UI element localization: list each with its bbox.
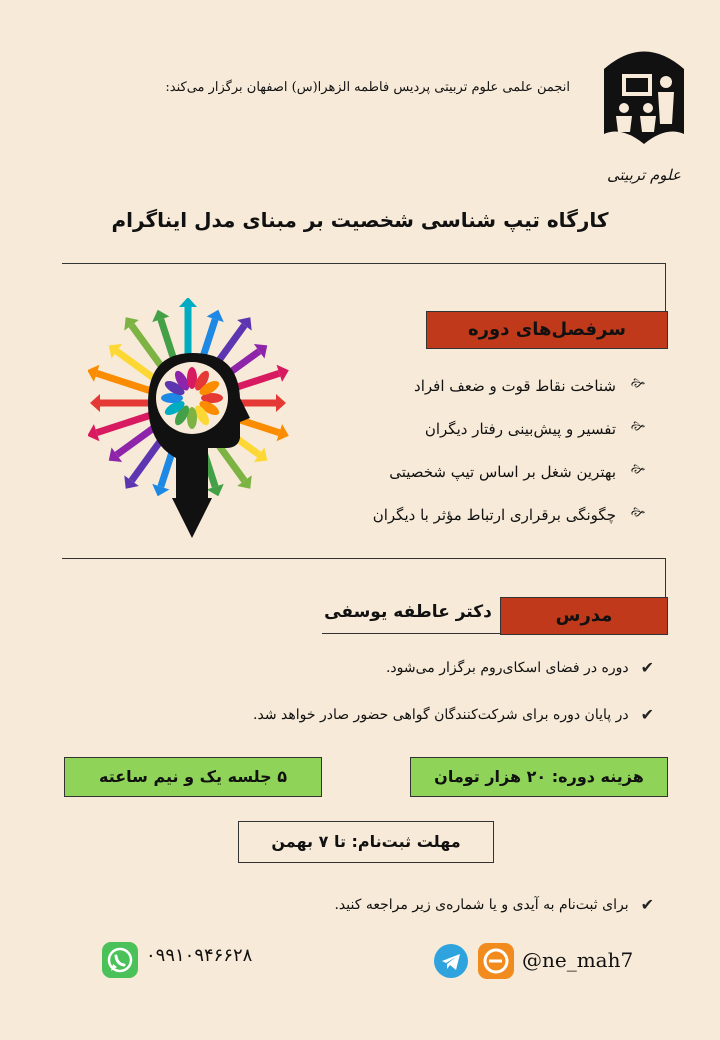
divider-top-bracket (665, 263, 666, 313)
deadline-box: مهلت ثبت‌نام: تا ۷ بهمن (238, 821, 494, 863)
topic-text: بهترین شغل بر اساس تیپ شخصیتی (389, 462, 616, 481)
organizer-intro: انجمن علمی علوم تربیتی پردیس فاطمه الزهرا(س) اصفهان برگزار می‌کند: (165, 80, 570, 95)
down-arrow-icon (172, 498, 212, 538)
topic-text: تفسیر و پیش‌بینی رفتار دیگران (424, 419, 616, 438)
list-item (270, 364, 650, 407)
instructor-name: دکتر عاطفه یوسفی (324, 602, 492, 622)
instructor-underline (322, 633, 500, 634)
eitaa-icon[interactable] (478, 943, 514, 979)
divider-top (62, 263, 666, 264)
check-icon: ✔ (640, 705, 654, 724)
organization-logo (596, 34, 692, 204)
burst-arrow-head (90, 394, 100, 412)
contact-handle[interactable]: @ne_mah7 (522, 948, 634, 972)
bullet-icon: 🙚 (630, 503, 646, 521)
topics-heading: سرفصل‌های دوره (426, 311, 668, 349)
topic-text: چگونگی برقراری ارتباط مؤثر با دیگران (372, 505, 616, 524)
whatsapp-icon[interactable] (102, 942, 138, 978)
page-title: کارگاه تیپ شناسی شخصیت بر مبنای مدل اینا‌گرام (111, 208, 609, 232)
burst-arrow-head (179, 298, 197, 307)
bullet-icon: 🙚 (630, 374, 646, 392)
topic-text: شناخت نقاط قوت و ضعف افراد (414, 376, 616, 395)
bullet-icon: 🙚 (630, 460, 646, 478)
check-icon: ✔ (640, 895, 654, 914)
note-text: دوره در فضای اسکای‌روم برگزار می‌شود. (385, 659, 629, 676)
registration-note (334, 895, 654, 914)
list-item (270, 407, 650, 450)
registration-text: برای ثبت‌نام به آیدی و یا شماره‌ی زیر مراجعه کنید. (334, 896, 629, 913)
divider-middle (62, 558, 666, 559)
bullet-icon: 🙚 (630, 417, 646, 435)
divider-middle-bracket (665, 558, 666, 598)
list-item (270, 493, 650, 536)
burst-arrow-shaft (97, 373, 150, 390)
note-item (386, 658, 654, 677)
telegram-icon[interactable] (434, 944, 468, 978)
topics-list (270, 364, 650, 536)
note-item (253, 705, 654, 724)
note-text: در پایان دوره برای شرکت‌کنندگان گواهی حضور صادر خواهد شد. (253, 706, 629, 723)
fee-box: هزینه دوره: ۲۰ هزار تومان (410, 757, 668, 797)
instructor-label: مدرس (500, 597, 668, 635)
head-illustration (88, 298, 298, 543)
logo-caption: علوم تربیتی (607, 166, 681, 184)
sessions-box: ۵ جلسه یک و نیم ساعته (64, 757, 322, 797)
list-item (270, 450, 650, 493)
burst-arrow-shaft (97, 415, 150, 432)
phone-number[interactable]: ۰۹۹۱۰۹۴۶۶۲۸ (146, 945, 253, 966)
check-icon: ✔ (640, 658, 654, 677)
